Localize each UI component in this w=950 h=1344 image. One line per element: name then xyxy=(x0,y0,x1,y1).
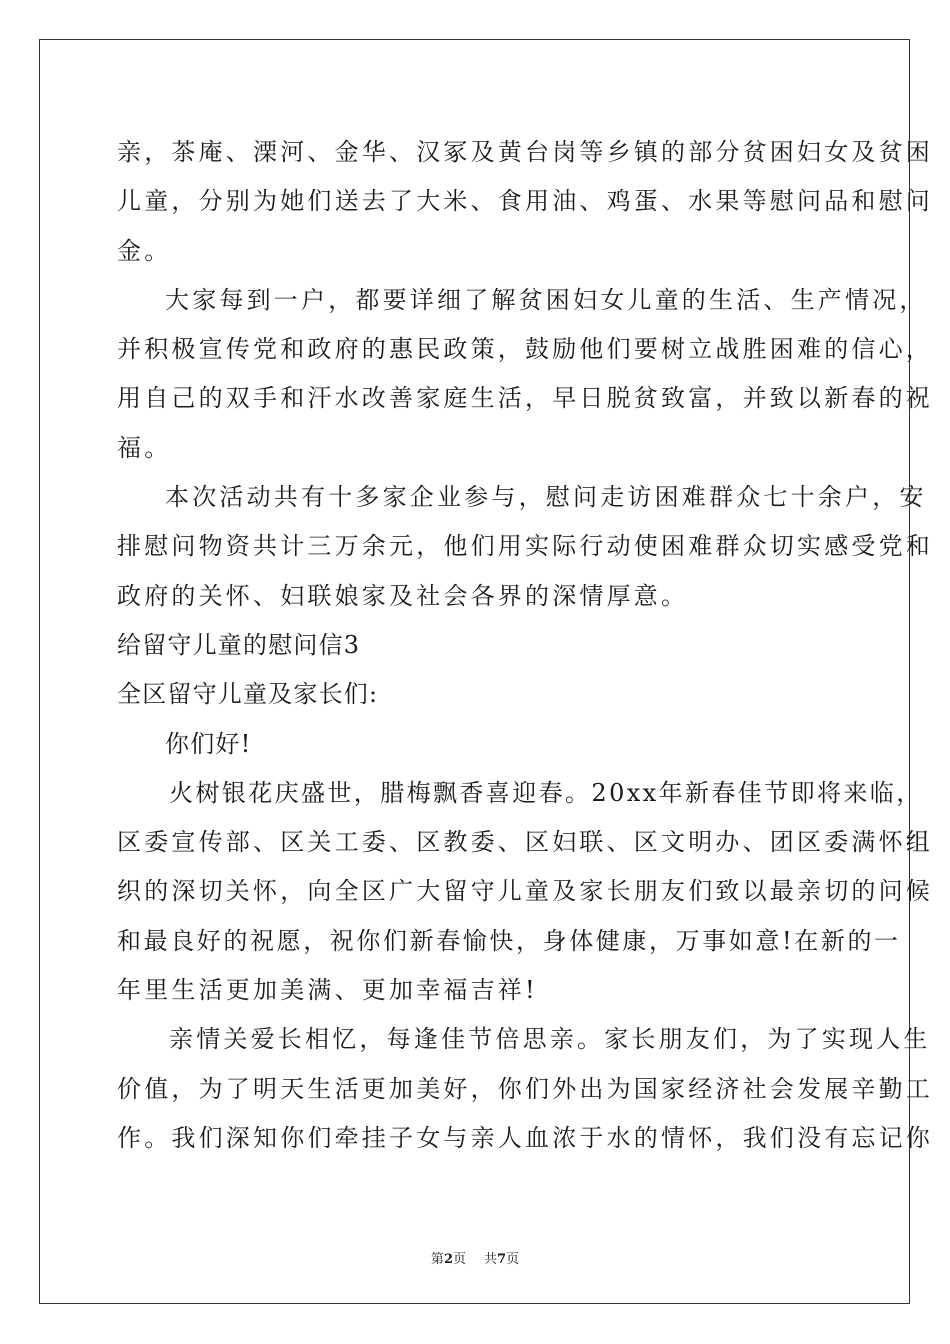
text-line: 福。 xyxy=(117,433,172,462)
text-line: 和最良好的祝愿，祝你们新春愉快，身体健康，万事如意!在新的一 xyxy=(117,926,901,955)
salutation: 全区留守儿童及家长们: xyxy=(117,680,379,709)
paragraph-first-line: 火树银花庆盛世，腊梅飘香喜迎春。20xx年新春佳节即将来临， xyxy=(169,778,923,807)
text-line: 织的深切关怀，向全区广大留守儿童及家长朋友们致以最亲切的问候 xyxy=(117,877,933,906)
text-line: 政府的关怀、妇联娘家及社会各界的深情厚意。 xyxy=(117,581,689,610)
page-current: 2 xyxy=(443,1252,453,1267)
page-prefix: 第 xyxy=(430,1252,444,1267)
paragraph-first-line: 大家每到一户，都要详细了解贫困妇女儿童的生活、生产情况， xyxy=(165,285,927,314)
text-line: 排慰问物资共计三万余元，他们用实际行动使困难群众切实感受党和 xyxy=(117,532,933,561)
section-title: 给留守儿童的慰问信3 xyxy=(117,630,361,659)
text-line: 区委宣传部、区关工委、区教委、区妇联、区文明办、团区委满怀组 xyxy=(117,828,933,857)
page-footer xyxy=(0,1248,950,1267)
paragraph-first-line: 亲情关爱长相忆，每逢佳节倍思亲。家长朋友们，为了实现人生 xyxy=(169,1025,931,1054)
text-line: 并积极宣传党和政府的惠民政策，鼓励他们要树立战胜困难的信心， xyxy=(117,335,933,364)
greeting: 你们好! xyxy=(165,729,252,758)
text-line: 用自己的双手和汗水改善家庭生活，早日脱贫致富，并致以新春的祝 xyxy=(117,384,933,413)
paragraph-first-line: 本次活动共有十多家企业参与，慰问走访困难群众七十余户，安 xyxy=(165,483,927,512)
page-total: 7 xyxy=(497,1252,507,1267)
text-line: 年里生活更加美满、更加幸福吉祥! xyxy=(117,976,538,1005)
document-body xyxy=(117,128,933,1163)
text-line: 儿童，分别为她们送去了大米、食用油、鸡蛋、水果等慰问品和慰问 xyxy=(117,187,933,216)
text-line: 金。 xyxy=(117,236,172,265)
page-suffix: 页 xyxy=(452,1252,466,1267)
total-prefix: 共 xyxy=(484,1252,498,1267)
total-suffix: 页 xyxy=(506,1252,520,1267)
text-line: 价值，为了明天生活更加美好，你们外出为国家经济社会发展辛勤工 xyxy=(117,1074,933,1103)
text-line: 作。我们深知你们牵挂子女与亲人血浓于水的情怀，我们没有忘记你 xyxy=(117,1123,933,1152)
text-line: 亲，茶庵、溧河、金华、汉冢及黄台岗等乡镇的部分贫困妇女及贫困 xyxy=(117,138,933,166)
